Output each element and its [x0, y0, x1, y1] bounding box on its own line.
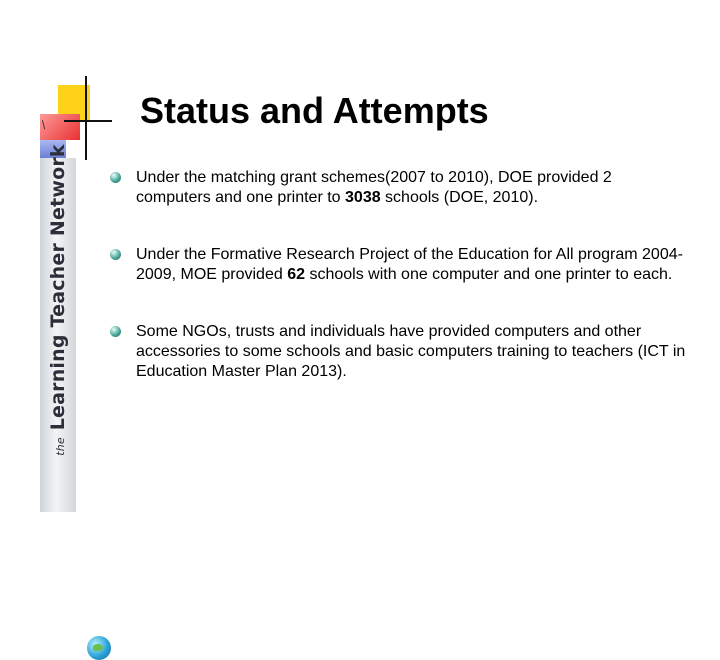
slide-title: Status and Attempts	[140, 90, 489, 131]
bullet-text: Under the Formative Research Project of the Education for All program 2004-2009, MOE provided	[136, 246, 683, 283]
tick-mark: /	[38, 118, 49, 132]
bullet-icon	[110, 172, 121, 183]
bullet-list	[110, 168, 690, 382]
bullet-icon	[110, 326, 121, 337]
bullet-text: Under the matching grant schemes(2007 to 2010), DOE provided 2 computers and one printer to	[136, 169, 612, 206]
bullet-item	[110, 322, 690, 382]
vertical-rule	[85, 76, 87, 160]
bullet-text: Some NGOs, trusts and individuals have provided computers and other accessories to some schools and basic computers training to teachers (ICT in Education Master Plan 2013).	[136, 323, 686, 380]
bullet-text: schools (DOE, 2010).	[380, 189, 539, 206]
brand-logo-text: the Learning Teacher Network	[47, 144, 69, 456]
bullet-item	[110, 245, 690, 285]
globe-icon	[87, 636, 111, 660]
bullet-item	[110, 168, 690, 208]
bullet-emphasis: 62	[287, 266, 305, 283]
bullet-emphasis: 3038	[345, 189, 381, 206]
horizontal-rule	[64, 120, 112, 122]
bullet-text: schools with one computer and one printer to each.	[305, 266, 673, 283]
bullet-icon	[110, 249, 121, 260]
